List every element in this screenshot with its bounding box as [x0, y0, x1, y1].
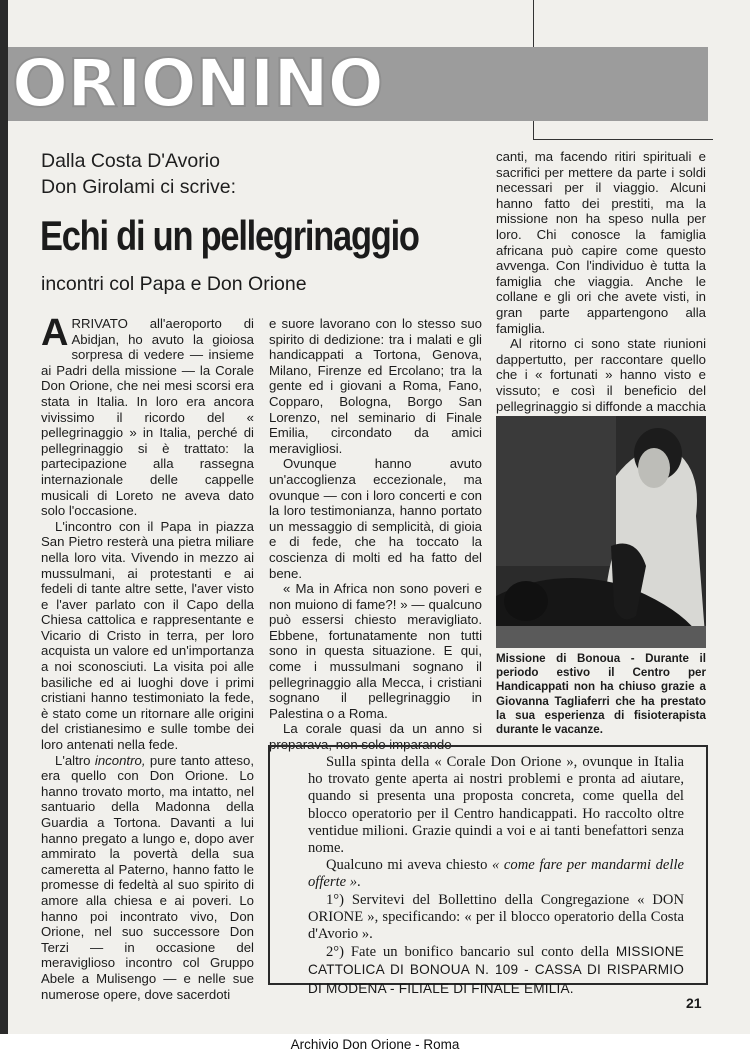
paragraph-text: 2°) Fate un bonifico bancario sul conto della — [326, 944, 616, 961]
article-subtitle: incontri col Papa e Don Orione — [41, 273, 307, 295]
archive-footer — [0, 1034, 750, 1056]
article-paragraph: e suore lavorano con lo stesso suo spirito di dedizione: tra i malati e gli handicappati a Tortona, Genova, Milano, Firenze ed Ercolano; tra la gente ed i giovani a Roma, Fano, Copparo, Bologna, Borgo San Lorenzo, nel seminario di Finale Emilia, circondato da amici meravigliosi. — [269, 316, 482, 456]
archive-label: Archivio Don Orione - Roma — [290, 1037, 460, 1052]
article-paragraph: La corale quasi da un anno si preparava, non solo imparando — [269, 721, 482, 753]
emphasis-text: incontro, — [94, 752, 146, 768]
masthead-title: ORIONINO — [12, 45, 383, 122]
appeal-paragraph: Sulla spinta della « Corale Don Orione », ovunque in Italia ho trovato gente aperta ai nostri problemi e pronta ad aiutare, quando si presenta una proposta concreta, come quella del blocco operatorio per il Centro handicappati. Ho raccolto oltre ventidue milioni. Grazie quindi a voi e ai tanti benefattori senza nome. — [308, 754, 684, 857]
article-paragraph: « Ma in Africa non sono poveri e non muiono di fame?! » — qualcuno può essersi chiesto meravigliato. Ebbene, fortunatamente non tutti sono in questa situazione. E qui, come i mussulmani sognano il pellegrinaggio alla Mecca, i cristiani sognano il pellegrinaggio in Palestina o a Roma. — [269, 581, 482, 721]
article-column-1 — [41, 312, 254, 1002]
article-paragraph: Ovunque hanno avuto un'accoglienza eccezionale, ma ovunque — con i loro concerti e con la loro testimonianza, hanno portato un messaggio di semplicità, di gioia e di fede, che ha toccato la coscienza di molti ed ha fatto del bene. — [269, 456, 482, 581]
article-paragraph: L'incontro con il Papa in piazza San Pietro resterà una pietra miliare nella loro vita. Vivendo in mezzo ai mussulmani, ai protestanti e ai fedeli di tante altre sette, l'aver visto e l'aver parlato con il Capo della Chiesa cattolica e rappresentante e Vicario di Cristo in terra, per loro acquista un valore ed un'importanza a noi sconosciuti. La visita poi alle basiliche ed ai luoghi dove i primi cristiani hanno testimoniato la fede, è stato come un ritornare alle origini del cristianesimo e sulle tombe dei loro antenati nella fede. — [41, 518, 254, 753]
article-paragraph — [41, 312, 254, 519]
paragraph-text: RRIVATO all'aeroporto di Abidjan, ho avuto la gioiosa sorpresa di vedere — insieme ai Padri della missione — la Corale Don Orione, che nei mesi scorsi era stata in Italia. In loro era ancora vivissimo il ricordo del « pellegrinaggio » in Italia, perché di pellegrinaggio si è trattato: la partecipazione alla rassegna internazionale delle cappelle musicali di Loreto ne aveva dato solo l'occasione. — [41, 316, 254, 519]
article-paragraph — [41, 753, 254, 1003]
page-binding-edge — [0, 0, 8, 1056]
emphasis-text: « come fare per mandarmi delle offerte » — [308, 857, 684, 891]
photo-caption: Missione di Bonoua - Durante il periodo estivo il Centro per Handicappati non ha chiuso grazie a Giovanna Tagliaferri che ha prestato la sua esperienza di fisioterapista durante le vacanze. — [496, 652, 706, 737]
page-number: 21 — [686, 995, 702, 1011]
article-column-3 — [496, 149, 706, 430]
article-paragraph: canti, ma facendo ritiri spirituali e sacrifici per mettere da parte i soldi necessari per il viaggio. Alcuni hanno fatto dei prestiti, ma la missione non ha speso nulla per loro. Chi conosce la famiglia africana può capire come questo avvenga. Con l'individuo è tutta la famiglia che viaggia. Anche le collane e gli ori che avete visti, in gran parte appartengono alla famiglia. — [496, 149, 706, 336]
bank-details: MISSIONE CATTOLICA DI BONOUA N. 109 - CASSA DI RISPARMIO DI MODENA - FILIALE DI FINALE EMILIA. — [308, 944, 684, 996]
article-title: Echi di un pellegrinaggio — [40, 212, 419, 259]
appeal-paragraph — [308, 857, 684, 891]
paragraph-text: Qualcuno mi aveva chiesto — [326, 857, 492, 874]
article-paragraph: Al ritorno ci sono state riunioni dappertutto, per raccontare quello che i « fortunati » hanno visto e vissuto; e così il beneficio del pellegrinaggio si diffonde a macchia — [496, 336, 706, 414]
article-photo — [496, 416, 706, 648]
article-deck — [41, 148, 481, 200]
frame-line — [533, 139, 713, 140]
deck-line: Dalla Costa D'Avorio — [41, 150, 220, 172]
masthead-banner — [8, 47, 708, 121]
appeal-paragraph: 1°) Servitevi del Bollettino della Congregazione « DON ORIONE », specificando: « per il blocco operatorio della Costa d'Avorio ». — [308, 891, 684, 943]
paragraph-text: L'altro — [55, 752, 95, 768]
article-column-2 — [269, 316, 482, 753]
deck-line: Don Girolami ci scrive: — [41, 176, 237, 198]
drop-cap: A — [41, 312, 69, 354]
photo-illustration — [496, 416, 706, 648]
appeal-box — [268, 745, 708, 996]
paragraph-text: . — [357, 874, 361, 891]
appeal-paragraph — [308, 943, 684, 998]
paragraph-text: pure tanto atteso, era quello con Don Orione. Lo hanno trovato morto, ma intatto, nel santuario della Madonna della Guardia a Tortona. Davanti a lui hanno pregato a lungo e, dopo aver ammirato la povertà della sua cameretta al Paterno, hanno fatto le promesse di fedeltà al suo spirito di amore alla chiesa e ai poveri. Lo hanno poi incontrato vivo, Don Orione, nel suo successore Don Terzi — in occasione del meraviglioso incontro col Gruppo Abele a Mulisengo — e nelle sue numerose opere, dove sacerdoti — [41, 752, 254, 1002]
